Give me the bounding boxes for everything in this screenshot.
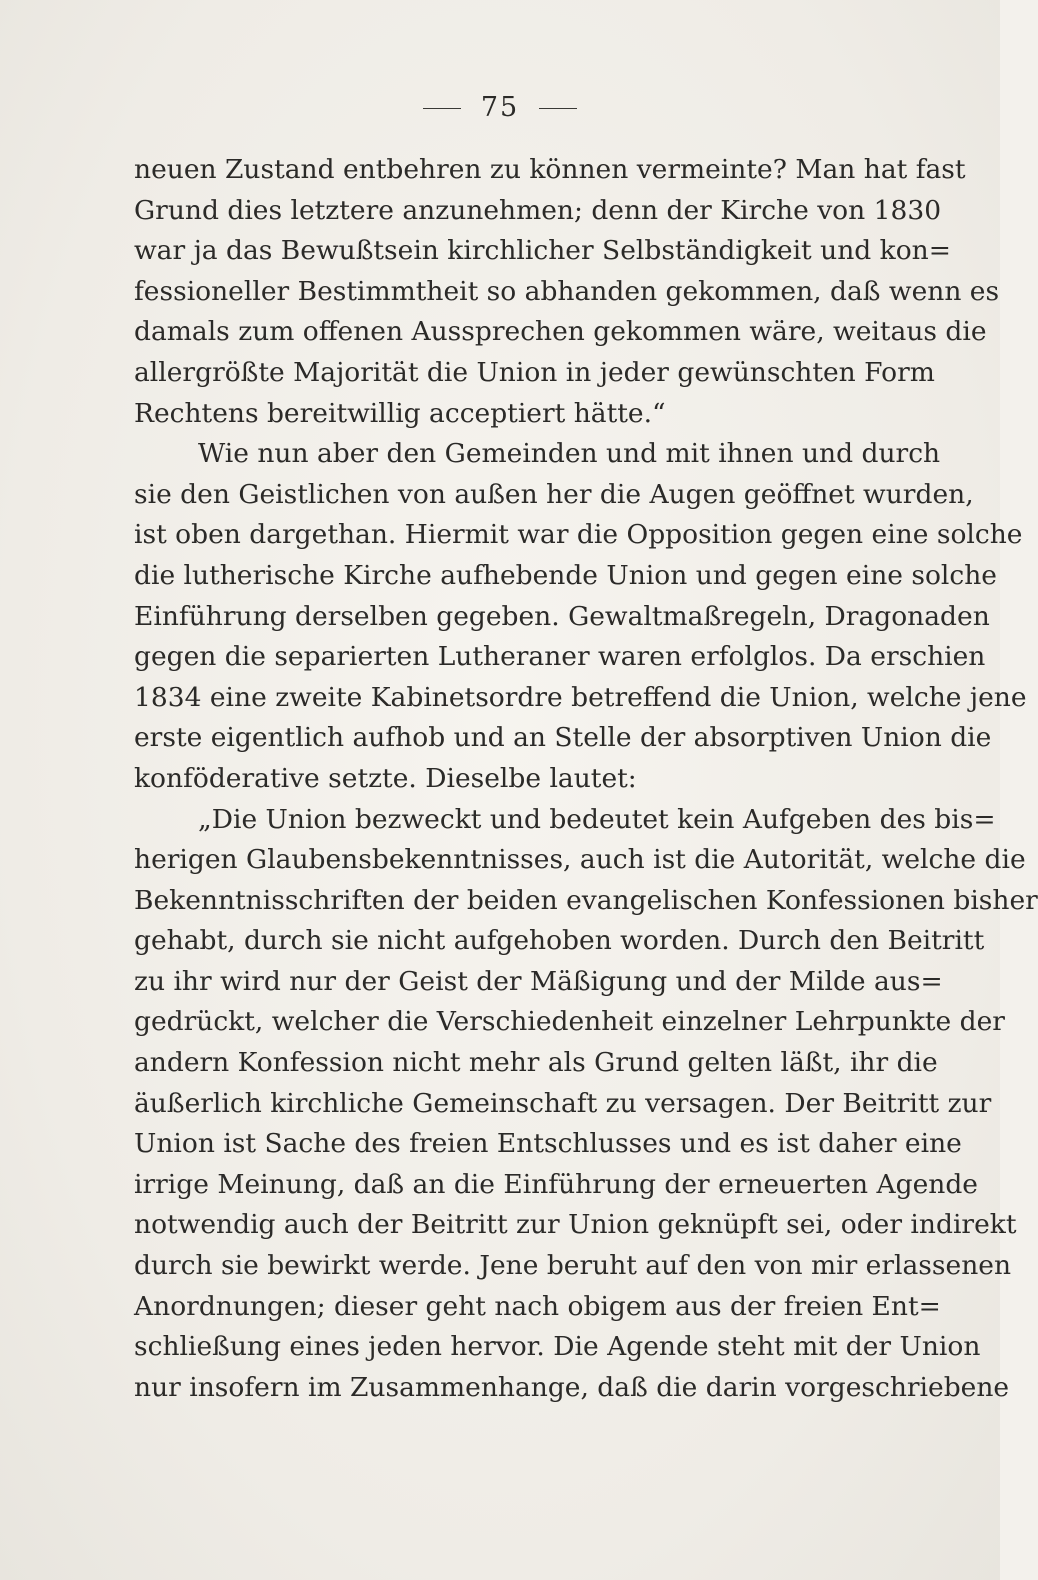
text-line: gehabt, durch sie nicht aufgehoben worden. Durch den Beitritt	[134, 925, 985, 957]
quote-first-line: „Die Union bezweckt und bedeutet kein Aufgeben des bis=	[198, 803, 996, 835]
paragraph-first-line: Wie nun aber den Gemeinden und mit ihnen und durch	[198, 438, 941, 470]
text-line: äußerlich kirchliche Gemeinschaft zu versagen. Der Beitritt zur	[134, 1087, 992, 1119]
text-line: herigen Glaubensbekenntnisses, auch ist die Autorität, welche die	[134, 844, 1026, 876]
text-line: Union ist Sache des freien Entschlusses und es ist daher eine	[134, 1128, 962, 1160]
text-line: erste eigentlich aufhob und an Stelle der absorptiven Union die	[134, 722, 992, 754]
text-line: Einführung derselben gegeben. Gewaltmaßregeln, Dragonaden	[134, 600, 990, 632]
text-line: Bekenntnisschriften der beiden evangelischen Konfessionen bisher	[134, 884, 1038, 916]
text-line: konföderative setzte. Dieselbe lautet:	[134, 762, 637, 794]
text-line: zu ihr wird nur der Geist der Mäßigung und der Milde aus=	[134, 965, 943, 997]
text-line: gedrückt, welcher die Verschiedenheit einzelner Lehrpunkte der	[134, 1006, 1005, 1038]
text-line: damals zum offenen Aussprechen gekommen wäre, weitaus die	[134, 316, 987, 348]
page-number: 75	[480, 92, 520, 123]
text-line: war ja das Bewußtsein kirchlicher Selbständigkeit und kon=	[134, 235, 951, 267]
text-line: Rechtens bereitwillig acceptiert hätte.“	[134, 397, 666, 429]
text-line: nur insofern im Zusammenhange, daß die darin vorgeschriebene	[134, 1371, 1010, 1403]
text-line: fessioneller Bestimmtheit so abhanden gekommen, daß wenn es	[134, 275, 1000, 307]
text-line: gegen die separierten Lutheraner waren erfolglos. Da erschien	[134, 641, 986, 673]
text-line: irrige Meinung, daß an die Einführung der erneuerten Agende	[134, 1168, 978, 1200]
text-line: durch sie bewirkt werde. Jene beruht auf den von mir erlassenen	[134, 1250, 1012, 1282]
text-line: sie den Geistlichen von außen her die Augen geöffnet wurden,	[134, 478, 974, 510]
text-line: die lutherische Kirche aufhebende Union und gegen eine solche	[134, 559, 997, 591]
text-line: notwendig auch der Beitritt zur Union geknüpft sei, oder indirekt	[134, 1209, 1017, 1241]
text-line: allergrößte Majorität die Union in jeder gewünschten Form	[134, 356, 935, 388]
header-dash-right	[539, 108, 577, 109]
text-line: ist oben dargethan. Hiermit war die Opposition gegen eine solche	[134, 519, 1023, 551]
text-line: Grund dies letztere anzunehmen; denn der Kirche von 1830	[134, 194, 942, 226]
text-line: 1834 eine zweite Kabinetsordre betreffend die Union, welche jene	[134, 681, 1027, 713]
text-line: andern Konfession nicht mehr als Grund gelten läßt, ihr die	[134, 1047, 938, 1079]
page-body-text	[134, 150, 1038, 1408]
header-dash-left	[423, 108, 461, 109]
page-header	[0, 92, 1000, 123]
text-line: neuen Zustand entbehren zu können vermeinte? Man hat fast	[134, 154, 966, 185]
text-line: schließung eines jeden hervor. Die Agende steht mit der Union	[134, 1331, 981, 1363]
text-line: Anordnungen; dieser geht nach obigem aus der freien Ent=	[134, 1290, 941, 1322]
